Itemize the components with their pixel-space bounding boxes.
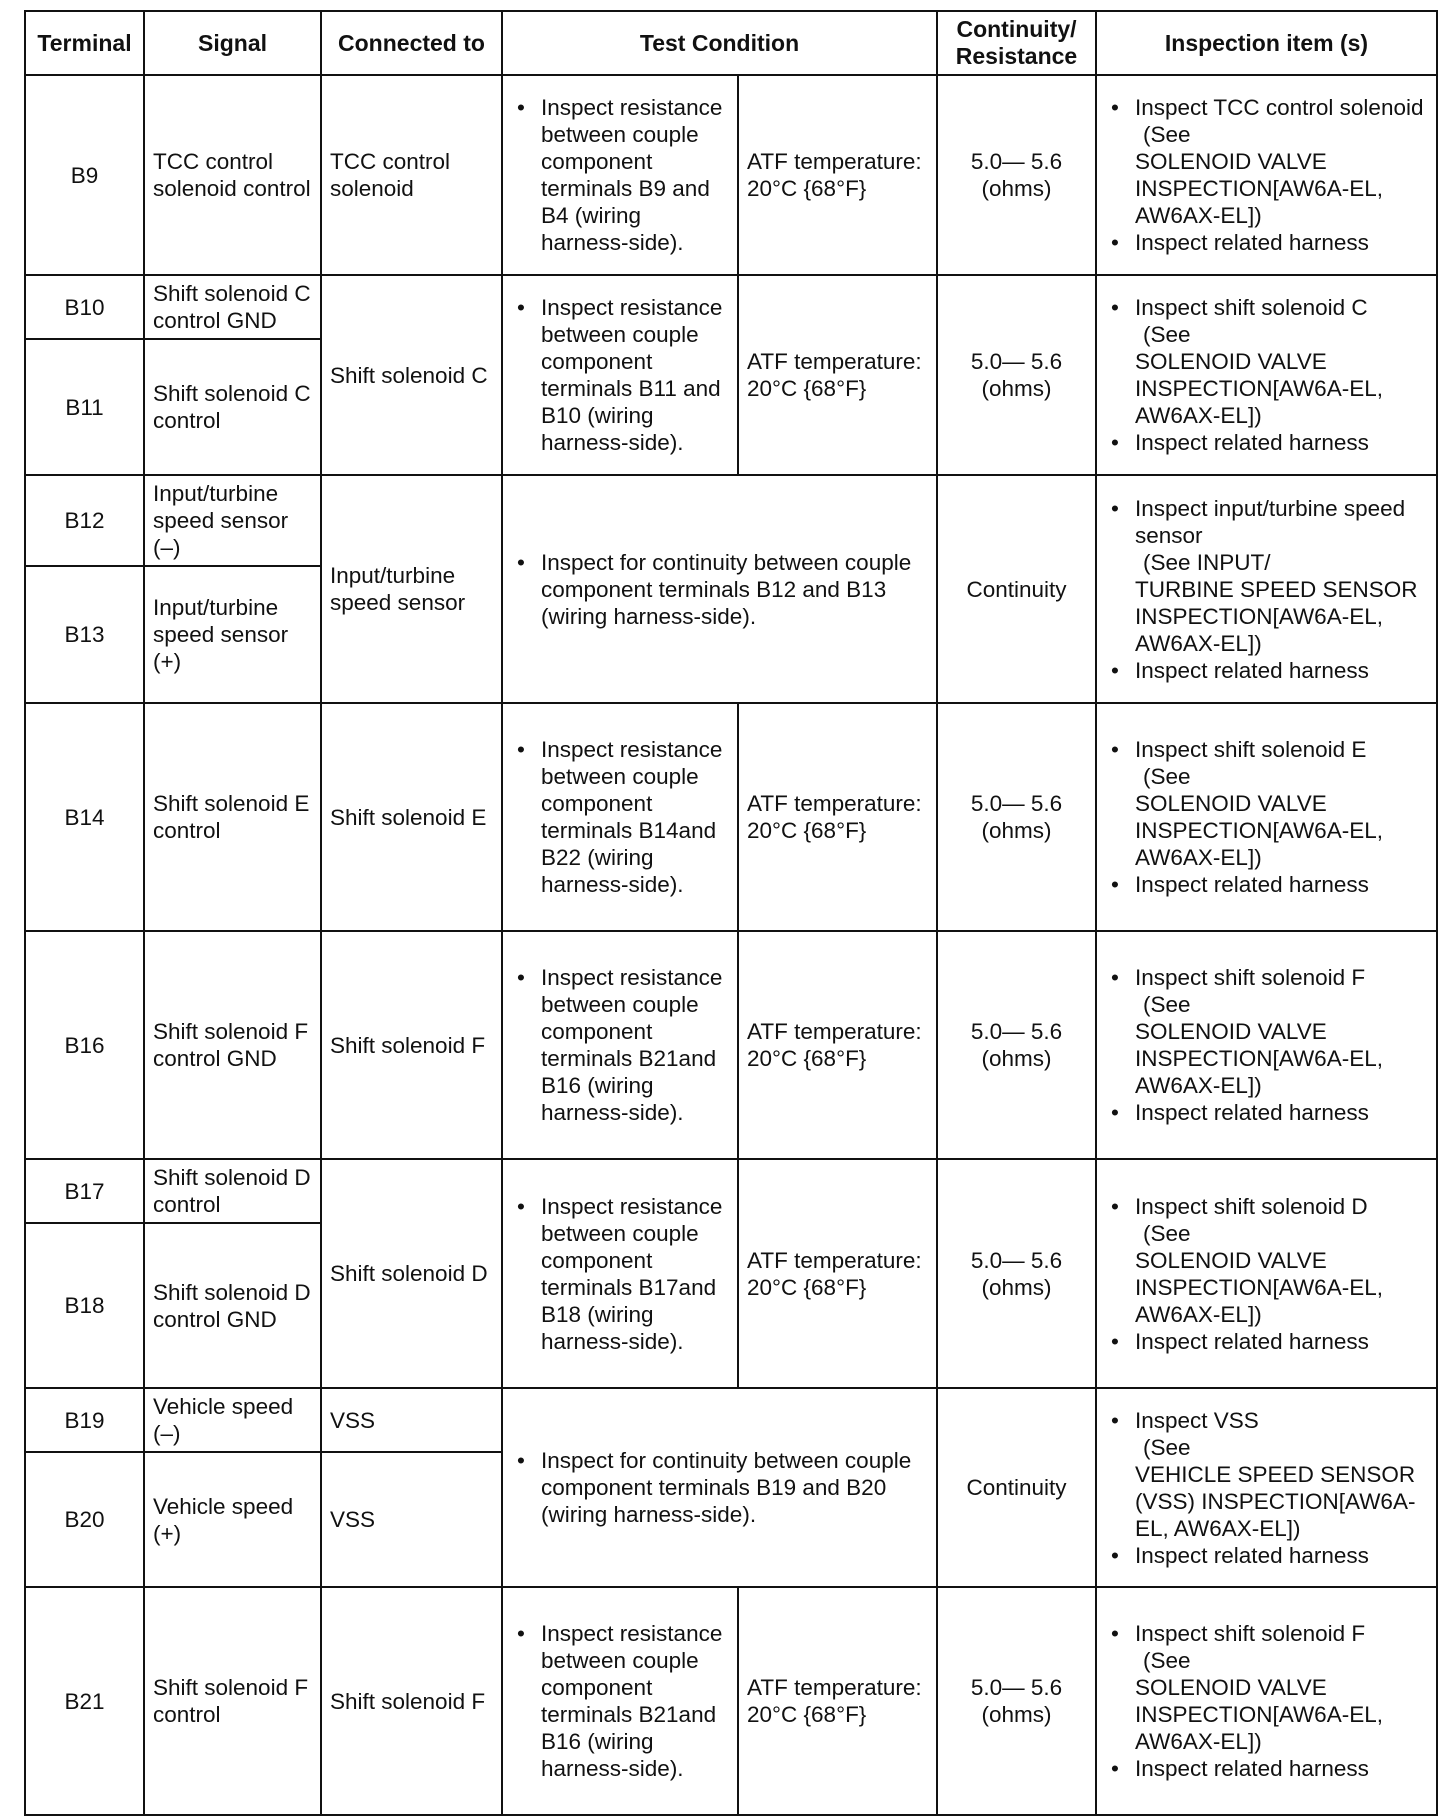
inspection-item-text: Inspect shift solenoid C — [1135, 295, 1368, 320]
terminal-cell: B10 — [25, 275, 144, 339]
test-condition-text: • Inspect resistance between couple component terminals B17and B18 (wiring harness-side). — [511, 1193, 729, 1355]
see-reference-link: SOLENOID VALVE INSPECTION[AW6A-EL, AW6AX-EL]) — [1135, 1247, 1383, 1327]
test-condition-cell — [502, 275, 738, 475]
inspection-item-text: Inspect VSS — [1135, 1407, 1259, 1433]
inspection-item: • Inspect related harness — [1105, 871, 1428, 898]
connected-to-cell: Shift solenoid D — [321, 1159, 502, 1388]
see-reference-link: SOLENOID VALVE INSPECTION[AW6A-EL, AW6AX-EL]) — [1135, 1019, 1383, 1098]
inspection-cell — [1096, 703, 1437, 931]
value-cell: 5.0— 5.6 (ohms) — [937, 75, 1096, 275]
table-row — [25, 275, 1437, 339]
inspection-item-text: Inspect shift solenoid F — [1135, 965, 1366, 990]
inspection-cell — [1096, 1388, 1437, 1587]
inspection-item — [1105, 1407, 1428, 1542]
see-reference-link: VEHICLE SPEED SENSOR (VSS) INSPECTION[AW6A-EL, AW6AX-EL]) — [1135, 1461, 1416, 1541]
test-condition-text: • Inspect resistance between couple component terminals B21and B16 (wiring harness-side). — [511, 1620, 729, 1782]
inspection-item-text: Inspect shift solenoid F — [1135, 1621, 1366, 1646]
test-condition-cell — [502, 931, 738, 1159]
test-condition-text: • Inspect for continuity between couple component terminals B12 and B13 (wiring harness-side). — [511, 549, 928, 630]
value-cell: 5.0— 5.6 (ohms) — [937, 931, 1096, 1159]
atf-temperature-cell: ATF temperature: 20°C {68°F} — [738, 75, 937, 275]
see-reference: (See INPUT/ — [1143, 549, 1271, 575]
test-condition-cell — [502, 475, 937, 703]
inspection-cell — [1096, 1159, 1437, 1388]
signal-cell: Shift solenoid D control — [144, 1159, 321, 1223]
atf-temperature-cell: ATF temperature: 20°C {68°F} — [738, 931, 937, 1159]
see-reference: (See — [1143, 1220, 1191, 1246]
header-inspection-items: Inspection item (s) — [1096, 11, 1437, 75]
test-condition-cell — [502, 1159, 738, 1388]
terminal-cell: B17 — [25, 1159, 144, 1223]
inspection-item — [1105, 94, 1428, 229]
value-cell: Continuity — [937, 1388, 1096, 1587]
atf-temperature-cell: ATF temperature: 20°C {68°F} — [738, 275, 937, 475]
inspection-cell — [1096, 1587, 1437, 1815]
inspection-item — [1105, 964, 1428, 1099]
atf-temperature-cell: ATF temperature: 20°C {68°F} — [738, 703, 937, 931]
see-reference-link: SOLENOID VALVE INSPECTION[AW6A-EL, AW6AX-EL]) — [1135, 1675, 1383, 1754]
signal-cell: Input/turbine speed sensor (+) — [144, 566, 321, 703]
terminal-cell: B21 — [25, 1587, 144, 1815]
inspection-cell — [1096, 931, 1437, 1159]
signal-cell: Input/turbine speed sensor (–) — [144, 475, 321, 566]
header-row — [25, 11, 1437, 75]
header-continuity-resistance: Continuity/ Resistance — [937, 11, 1096, 75]
see-reference: (See — [1143, 122, 1191, 147]
inspection-item: • Inspect related harness — [1105, 1099, 1428, 1126]
test-condition-cell — [502, 75, 738, 275]
see-reference: (See — [1143, 992, 1191, 1017]
inspection-item: • Inspect related harness — [1105, 1328, 1428, 1355]
see-reference: (See — [1143, 1648, 1191, 1673]
test-condition-text: • Inspect resistance between couple component terminals B14and B22 (wiring harness-side). — [511, 736, 729, 898]
inspection-item — [1105, 294, 1428, 429]
signal-cell: Shift solenoid D control GND — [144, 1223, 321, 1388]
terminal-inspection-table — [24, 10, 1438, 1816]
value-cell: 5.0— 5.6 (ohms) — [937, 1587, 1096, 1815]
value-cell: 5.0— 5.6 (ohms) — [937, 1159, 1096, 1388]
terminal-cell: B18 — [25, 1223, 144, 1388]
inspection-item-text: Inspect shift solenoid E — [1135, 737, 1367, 762]
atf-temperature-cell: ATF temperature: 20°C {68°F} — [738, 1587, 937, 1815]
inspection-item — [1105, 495, 1428, 657]
see-reference-link: SOLENOID VALVE INSPECTION[AW6A-EL, AW6AX-EL]) — [1135, 349, 1383, 428]
see-reference-link: SOLENOID VALVE INSPECTION[AW6A-EL, AW6AX-EL]) — [1135, 149, 1383, 228]
inspection-item: • Inspect related harness — [1105, 1755, 1428, 1782]
inspection-item — [1105, 736, 1428, 871]
connected-to-cell: Shift solenoid F — [321, 1587, 502, 1815]
table-row — [25, 703, 1437, 931]
inspection-cell — [1096, 275, 1437, 475]
atf-temperature-cell: ATF temperature: 20°C {68°F} — [738, 1159, 937, 1388]
inspection-item — [1105, 1193, 1428, 1328]
test-condition-cell — [502, 1587, 738, 1815]
table-row — [25, 1388, 1437, 1452]
terminal-cell: B13 — [25, 566, 144, 703]
signal-cell: Shift solenoid E control — [144, 703, 321, 931]
terminal-cell: B16 — [25, 931, 144, 1159]
inspection-item: • Inspect related harness — [1105, 1542, 1428, 1569]
connected-to-cell: VSS — [321, 1452, 502, 1587]
test-condition-cell — [502, 703, 738, 931]
table-row — [25, 1159, 1437, 1223]
terminal-cell: B19 — [25, 1388, 144, 1452]
header-connected-to: Connected to — [321, 11, 502, 75]
test-condition-text: • Inspect resistance between couple component terminals B11 and B10 (wiring harness-side). — [511, 294, 729, 456]
signal-cell: TCC control solenoid control — [144, 75, 321, 275]
see-reference: (See — [1143, 1434, 1191, 1460]
terminal-cell: B20 — [25, 1452, 144, 1587]
inspection-item: • Inspect related harness — [1105, 657, 1428, 684]
table-row — [25, 1587, 1437, 1815]
value-cell: 5.0— 5.6 (ohms) — [937, 703, 1096, 931]
inspection-item-text: Inspect shift solenoid D — [1135, 1193, 1368, 1219]
terminal-cell: B11 — [25, 339, 144, 475]
header-test-condition: Test Condition — [502, 11, 937, 75]
header-terminal: Terminal — [25, 11, 144, 75]
signal-cell: Vehicle speed (–) — [144, 1388, 321, 1452]
terminal-cell: B14 — [25, 703, 144, 931]
see-reference: (See — [1143, 322, 1191, 347]
table-row — [25, 475, 1437, 566]
test-condition-cell — [502, 1388, 937, 1587]
see-reference-link: TURBINE SPEED SENSOR INSPECTION[AW6A-EL, AW6AX-EL]) — [1135, 576, 1418, 656]
signal-cell: Vehicle speed (+) — [144, 1452, 321, 1587]
see-reference: (See — [1143, 764, 1191, 789]
connected-to-cell: TCC control solenoid — [321, 75, 502, 275]
connected-to-cell: VSS — [321, 1388, 502, 1452]
inspection-cell — [1096, 75, 1437, 275]
inspection-cell — [1096, 475, 1437, 703]
test-condition-text: • Inspect for continuity between couple component terminals B19 and B20 (wiring harness-side). — [511, 1447, 928, 1528]
connected-to-cell: Input/turbine speed sensor — [321, 475, 502, 703]
inspection-item: • Inspect related harness — [1105, 429, 1428, 456]
terminal-cell: B12 — [25, 475, 144, 566]
see-reference-link: SOLENOID VALVE INSPECTION[AW6A-EL, AW6AX-EL]) — [1135, 791, 1383, 870]
signal-cell: Shift solenoid F control GND — [144, 931, 321, 1159]
header-signal: Signal — [144, 11, 321, 75]
value-cell: Continuity — [937, 475, 1096, 703]
inspection-item — [1105, 1620, 1428, 1755]
inspection-item: • Inspect related harness — [1105, 229, 1428, 256]
inspection-item-text: Inspect TCC control solenoid — [1135, 95, 1424, 120]
signal-cell: Shift solenoid C control — [144, 339, 321, 475]
table-row — [25, 931, 1437, 1159]
connected-to-cell: Shift solenoid F — [321, 931, 502, 1159]
inspection-item-text: Inspect input/turbine speed sensor — [1135, 495, 1406, 548]
connected-to-cell: Shift solenoid E — [321, 703, 502, 931]
value-cell: 5.0— 5.6 (ohms) — [937, 275, 1096, 475]
signal-cell: Shift solenoid F control — [144, 1587, 321, 1815]
table-row — [25, 75, 1437, 275]
connected-to-cell: Shift solenoid C — [321, 275, 502, 475]
test-condition-text: • Inspect resistance between couple component terminals B21and B16 (wiring harness-side). — [511, 964, 729, 1126]
test-condition-text: • Inspect resistance between couple component terminals B9 and B4 (wiring harness-side). — [511, 94, 729, 256]
signal-cell: Shift solenoid C control GND — [144, 275, 321, 339]
terminal-cell: B9 — [25, 75, 144, 275]
